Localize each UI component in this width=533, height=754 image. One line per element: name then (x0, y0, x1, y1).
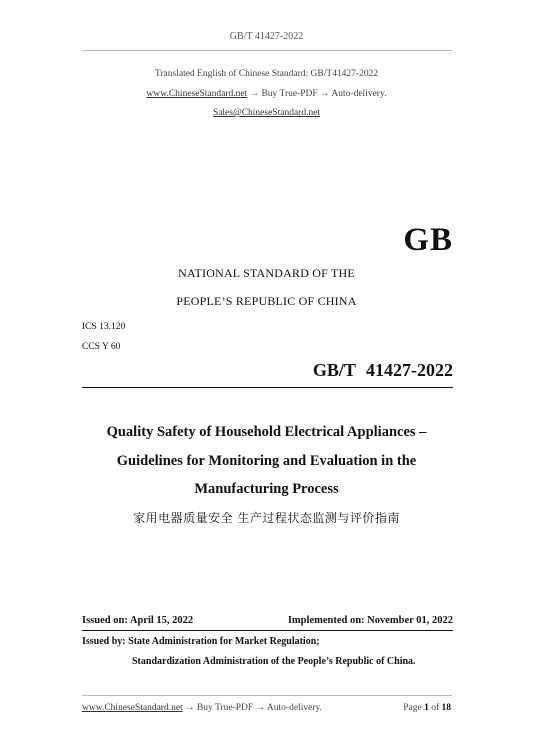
ccs-code: CCS Y 60 (82, 342, 121, 352)
issued-by-line-2: Standardization Administration of the People’s Republic of China. (132, 656, 416, 667)
footer-buy-true-pdf-text: Buy True-PDF (196, 703, 254, 713)
footer-links (82, 703, 322, 713)
header-rule (82, 50, 452, 51)
national-standard-line: NATIONAL STANDARD OF THE (178, 266, 355, 280)
arrow-icon: → (185, 703, 195, 713)
issued-on-date: Issued on: April 15, 2022 (82, 615, 194, 626)
footer-auto-delivery-text: Auto-delivery. (266, 703, 322, 713)
chinese-title: 家用电器质量安全 生产过程状态监测与评价指南 (133, 511, 400, 525)
standard-number-rule (82, 387, 453, 388)
page-of: of (431, 703, 440, 713)
title-line-2: Guidelines for Monitoring and Evaluation in the (116, 453, 417, 469)
title-line-1: Quality Safety of Household Electrical Appliances – (106, 424, 427, 440)
ics-code: ICS 13.120 (82, 322, 126, 332)
gb-mark: GB (403, 222, 453, 258)
dates-rule (82, 630, 453, 631)
promo-translation-line: Translated English of Chinese Standard: GB/T41427-2022 (154, 69, 379, 79)
page-label: Page (403, 703, 422, 713)
footer-chinese-standard-link[interactable]: www.ChineseStandard.net (82, 703, 183, 713)
arrow-icon: → (320, 89, 330, 99)
buy-true-pdf-text: Buy True-PDF (261, 89, 318, 99)
republic-line: PEOPLE’S REPUBLIC OF CHINA (176, 294, 357, 308)
footer-rule (82, 695, 452, 696)
chinese-standard-link[interactable]: www.ChineseStandard.net (146, 89, 248, 99)
arrow-icon: → (255, 703, 266, 713)
standard-number: GB/T 41427-2022 (312, 360, 453, 380)
promo-links-line (0, 89, 533, 99)
page-current: 1 (424, 703, 429, 713)
auto-delivery-text: Auto-delivery. (331, 89, 387, 99)
arrow-icon: → (249, 89, 260, 99)
implemented-on-date: Implemented on: November 01, 2022 (287, 615, 453, 626)
page-indicator (403, 703, 451, 713)
promo-email-line (0, 108, 533, 118)
sales-email-link[interactable]: Sales@ChineseStandard.net (212, 108, 321, 118)
page-total: 18 (441, 703, 451, 713)
title-line-3: Manufacturing Process (194, 481, 339, 497)
running-header: GB/T 41427-2022 (229, 31, 304, 42)
issued-by-line-1: Issued by: State Administration for Market Regulation; (82, 636, 320, 647)
